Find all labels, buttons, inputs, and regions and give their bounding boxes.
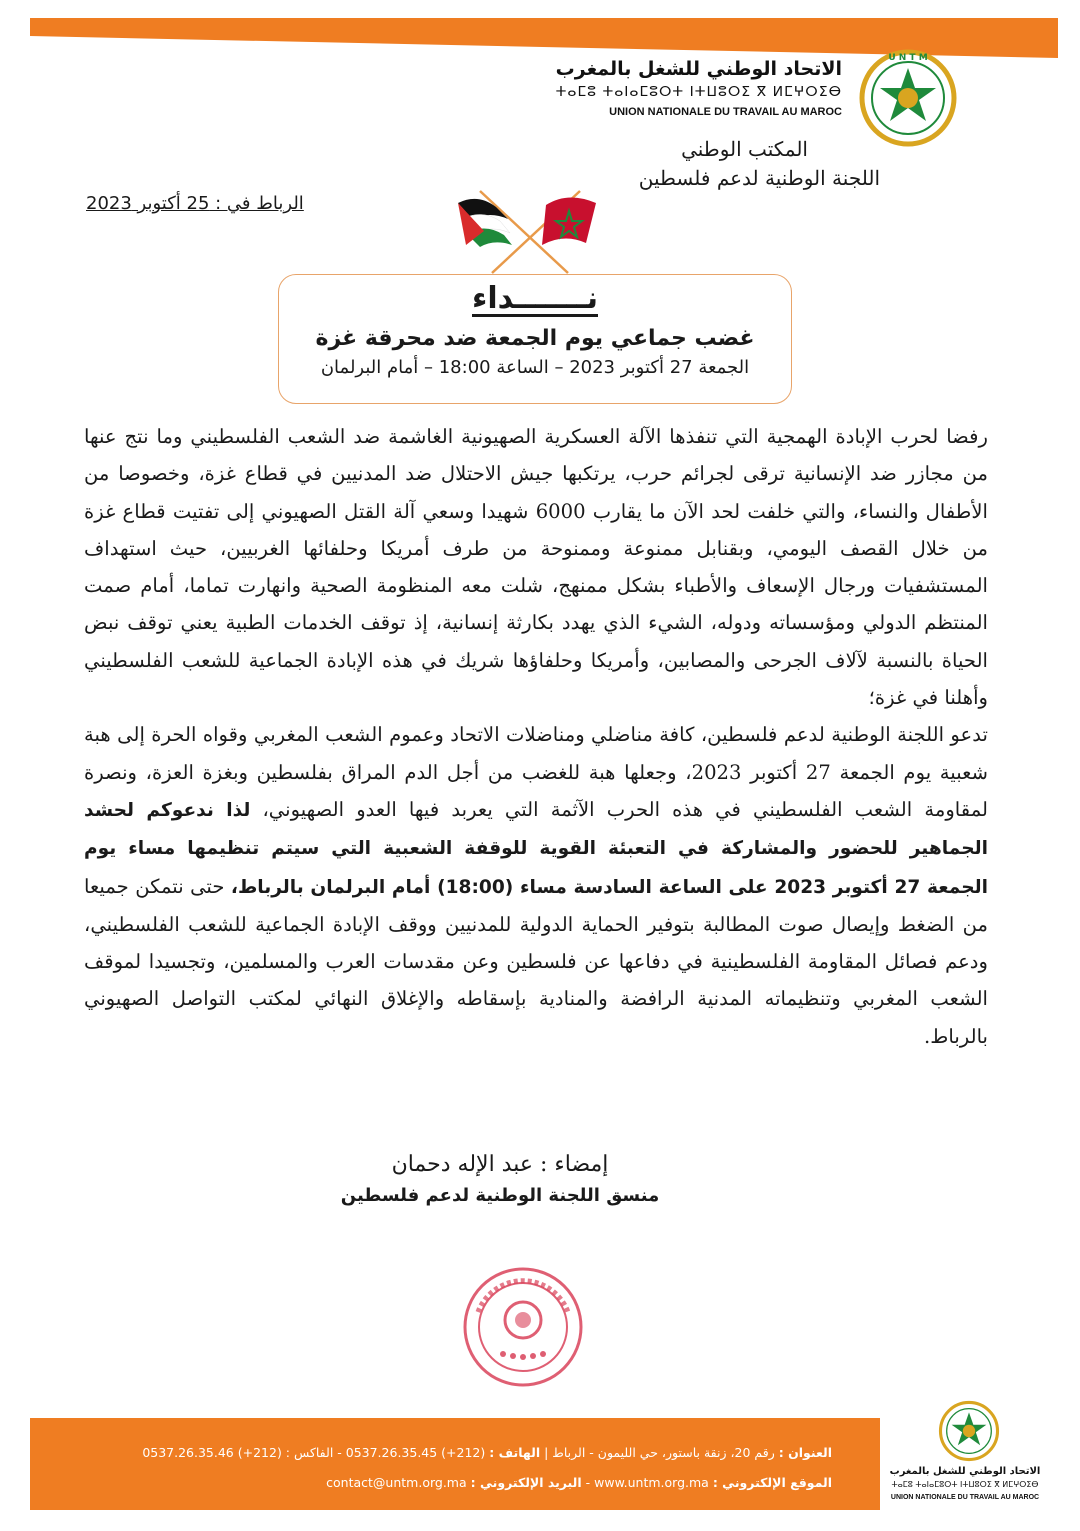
call-date: الجمعة 27 أكتوبر 2023 – الساعة 18:00 – أمام البرلمان bbox=[320, 357, 750, 378]
footer-line-1 bbox=[90, 1438, 832, 1468]
call-subtitle: غضب جماعي يوم الجمعة ضد محرقة غزة bbox=[315, 326, 755, 351]
footer-org-arabic: الاتحاد الوطني للشغل بالمغرب bbox=[889, 1466, 1041, 1477]
footer-org-french: UNION NATIONALE DU TRAVAIL AU MAROC bbox=[890, 1494, 1040, 1501]
morocco-flag-icon bbox=[542, 197, 596, 245]
website-value[interactable]: www.untm.org.ma - bbox=[581, 1475, 709, 1490]
org-header bbox=[556, 58, 842, 118]
paragraph-2-start: تدعو اللجنة الوطنية لدعم فلسطين، كافة مناضلي ومناضلات الاتحاد وعموم الشعب المغربي وقواه الحرة إلى هبة شعبية يوم الجمعة 27 أكتوبر 2023، وجعلها هبة للغضب من أجل الدم المراق بفلسطين وبغزة العزة، ونصرة لمقاومة الشعب الفلسطيني في هذه الحرب الآثمة التي يعربد فيها العدو الصهيوني، bbox=[84, 723, 988, 821]
palestine-flag-icon bbox=[458, 199, 512, 247]
logo-letters: U N T M bbox=[888, 53, 928, 63]
footer-org-name bbox=[880, 1465, 1050, 1504]
org-name-tifinagh: ⵜⴰⵎⵓ ⵜⴰⵏⴰⵎⵓⵔⵜ ⵏⵜⵡⵓⵔⵉ ⴳ ⵍⵎⵖⵔⵉⴱ bbox=[555, 84, 842, 100]
official-stamp-icon bbox=[458, 1262, 588, 1392]
untm-footer-logo-icon bbox=[938, 1400, 1000, 1462]
crossed-flags-icon bbox=[448, 185, 608, 275]
signature-block bbox=[300, 1152, 700, 1206]
national-bureau: المكتب الوطني bbox=[681, 137, 808, 161]
email-value[interactable]: contact@untm.org.ma bbox=[326, 1475, 467, 1490]
org-name-french: UNION NATIONALE DU TRAVAIL AU MAROC bbox=[609, 106, 842, 118]
paragraph-2-end: حتى نتمكن جميعا من الضغط وإيصال صوت المطالبة بتوفير الحماية الدولية للمدنيين ووقف الإبادة الجماعية للشعب الفلسطيني، ودعم فصائل المقاومة الفلسطينية في دفاعها عن فلسطين وعن مقدسات العرب والمسلمين، وتجسيدا لموقف الشعب المغربي وتنظيماته المدنية الرافضة والمنادية بإسقاطه والإغلاق النهائي لمكتب التواصل الصهيوني بالرباط. bbox=[84, 874, 988, 1048]
call-title: نـــــــداء bbox=[472, 281, 598, 316]
footer-contact bbox=[90, 1438, 832, 1498]
address-label: العنوان : bbox=[778, 1445, 832, 1460]
committee-name: اللجنة الوطنية لدعم فلسطين bbox=[638, 166, 880, 190]
paragraph-2-bold: لذا ندعوكم لحشد الجماهير للحضور والمشاركة في التعبئة القوية للوقفة الشعبية التي سيتم تنظيمها مساء يوم الجمعة 27 أكتوبر 2023 على الساعة السادسة مساء (18:00) أمام البرلمان بالرباط، bbox=[84, 799, 989, 898]
footer-line-2 bbox=[90, 1468, 832, 1498]
paragraph-1: رفضا لحرب الإبادة الهمجية التي تنفذها الآلة العسكرية الصهيونية الغاشمة ضد الشعب الفلسطيني وما نتج عنها من مجازر ضد الإنسانية ترقى لجرائم حرب، يرتكبها جيش الاحتلال ضد المدنيين في قطاع غزة، وخصوصا من الأطفال والنساء، والتي خلفت لحد الآن ما يقارب 6000 شهيدا وسعي آلة القتل الصهيوني إلى تفتيت قطاع غزة من خلال القصف اليومي، وبقنابل ممنوعة وممنوحة من طرف أمريكا وحلفائها الغربيين، حيث استهداف المستشفيات ورجال الإسعاف والأطباء بشكل ممنهج، شلت معه المنظومة الصحية وانهارت تماما، أمام صمت المنتظم الدولي ومؤسساته ودوله، الشيء الذي يهدد بكارثة إنسانية، إذ توقف الخدمات الطبية يعني توقف نبض الحياة بالنسبة لآلاف الجرحى والمصابين، وأمريكا وحلفاؤها شريك في هذه الإبادة الجماعية للشعب الفلسطيني وأهلنا في غزة؛ bbox=[84, 425, 988, 710]
address-value: رقم 20، زنقة باستور، حي الليمون - الرباط | bbox=[544, 1445, 775, 1460]
signature-title: منسق اللجنة الوطنية لدعم فلسطين bbox=[340, 1185, 660, 1206]
date-line: الرباط في : 25 أكتوبر 2023 bbox=[86, 193, 304, 214]
footer-org-tifinagh: ⵜⴰⵎⵓ ⵜⴰⵏⴰⵎⵓⵔⵜ ⵏⵜⵡⵓⵔⵉ ⴳ ⵍⵎⵖⵔⵉⴱ bbox=[891, 1480, 1039, 1489]
paragraph-2 bbox=[84, 716, 988, 1055]
signature-name: إمضاء : عبد الإله دحمان bbox=[391, 1152, 609, 1177]
call-box bbox=[278, 274, 792, 404]
phone-value: (212+) 0537.26.35.45 - الفاكس : (212+) 0537.26.35.46 bbox=[142, 1445, 486, 1460]
org-name-arabic: الاتحاد الوطني للشغل بالمغرب bbox=[555, 58, 842, 80]
untm-logo-icon bbox=[858, 48, 958, 148]
website-label: الموقع الإلكتروني : bbox=[712, 1475, 832, 1490]
letter-body bbox=[84, 418, 988, 1055]
email-label: البريد الإلكتروني : bbox=[470, 1475, 582, 1490]
phone-label: الهاتف : bbox=[489, 1445, 541, 1460]
